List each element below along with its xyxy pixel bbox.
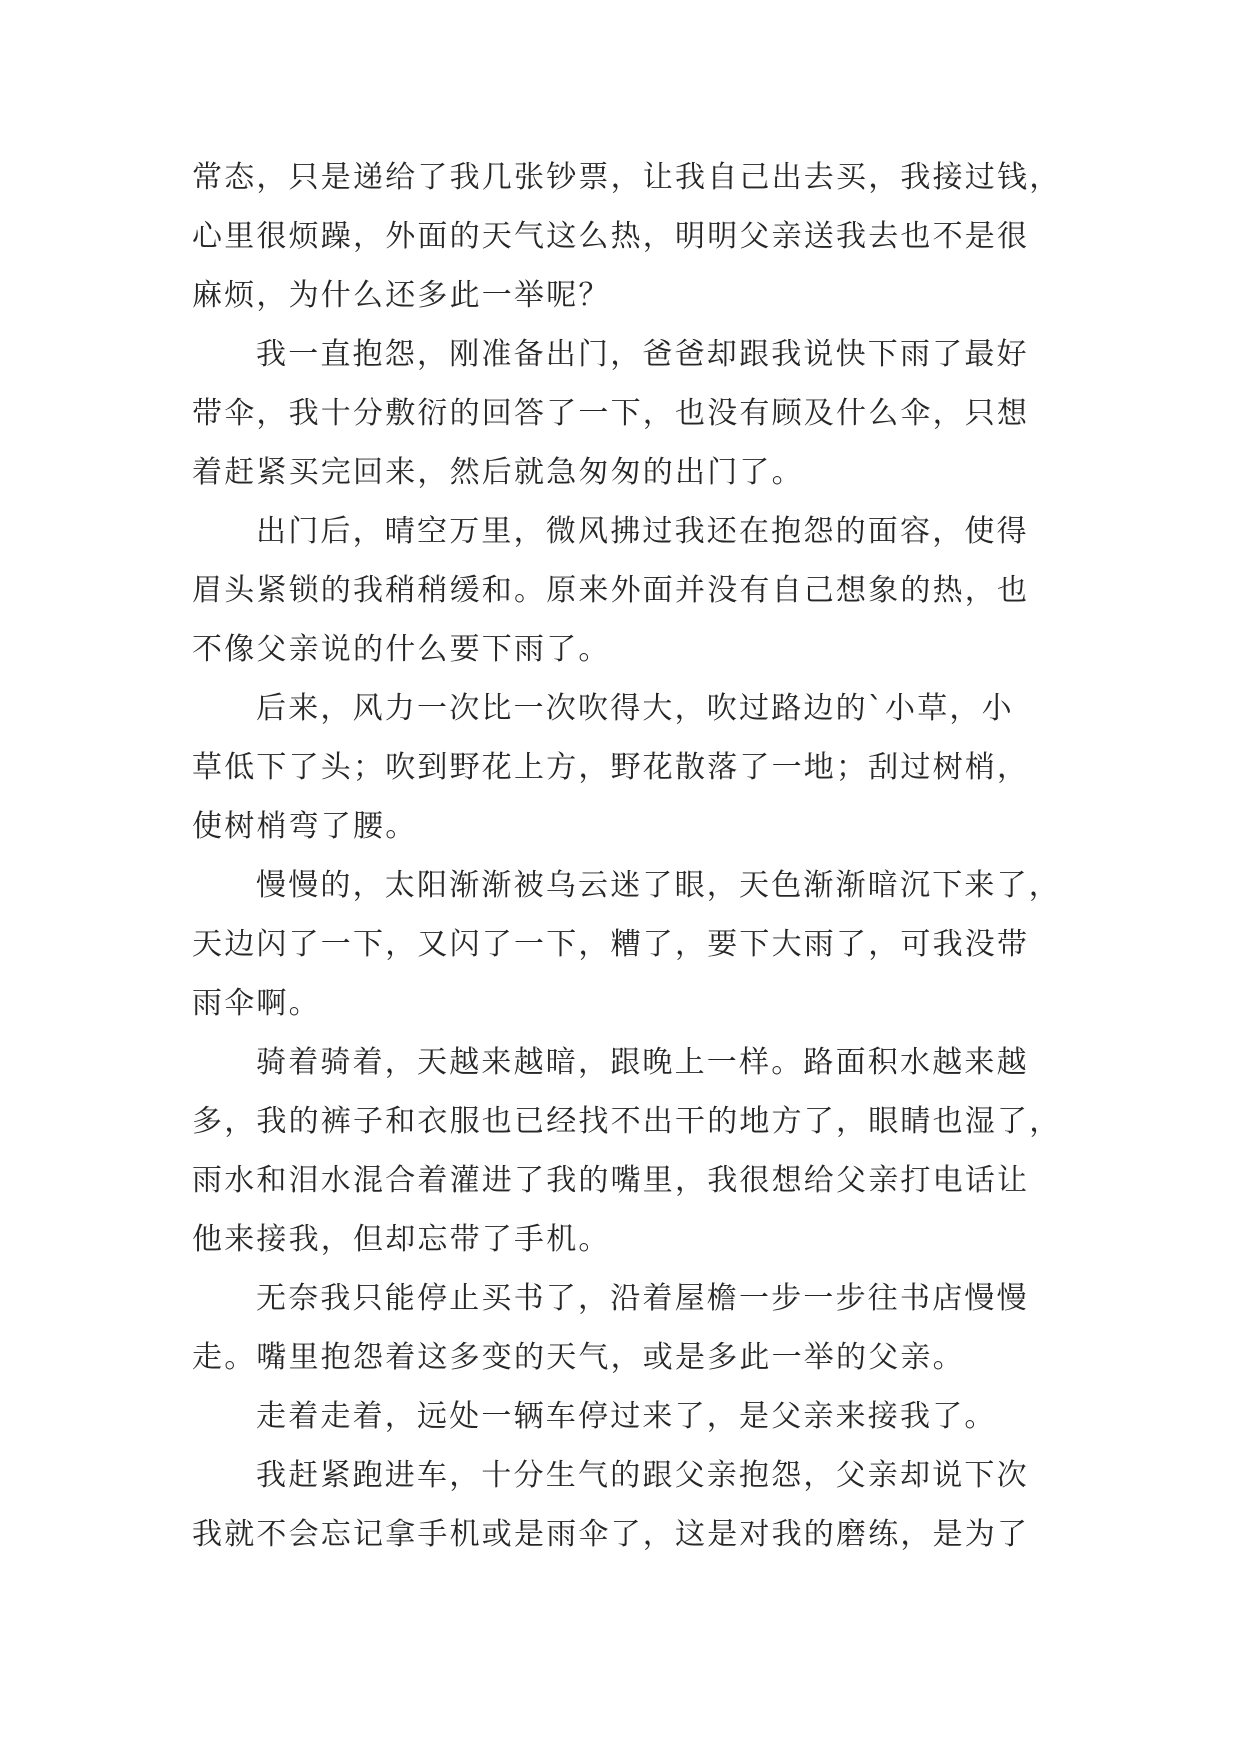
paragraph-first-line: 出门后，晴空万里，微风拂过我还在抱怨的面容，使得 bbox=[256, 514, 1029, 549]
paragraph-first-line: 慢慢的，太阳渐渐被乌云迷了眼，天色渐渐暗沉下来了， bbox=[256, 868, 1061, 903]
text-line: 不像父亲说的什么要下雨了。 bbox=[192, 632, 611, 667]
paragraph-first-line: 后来，风力一次比一次吹得大，吹过路边的`小草，小 bbox=[256, 691, 1014, 726]
text-line: 心里很烦躁，外面的天气这么热，明明父亲送我去也不是很 bbox=[192, 219, 1030, 254]
text-line: 带伞，我十分敷衍的回答了一下，也没有顾及什么伞，只想 bbox=[192, 396, 1030, 431]
text-line: 常态，只是递给了我几张钞票，让我自己出去买，我接过钱， bbox=[192, 160, 1062, 195]
text-line: 草低下了头；吹到野花上方，野花散落了一地；刮过树梢， bbox=[192, 750, 1030, 785]
text-line: 他来接我，但却忘带了手机。 bbox=[192, 1222, 611, 1257]
text-line: 着赶紧买完回来，然后就急匆匆的出门了。 bbox=[192, 455, 804, 490]
paragraph-first-line: 无奈我只能停止买书了，沿着屋檐一步一步往书店慢慢 bbox=[256, 1281, 1029, 1316]
text-line: 麻烦，为什么还多此一举呢？ bbox=[192, 278, 611, 313]
text-line: 我就不会忘记拿手机或是雨伞了，这是对我的磨练，是为了 bbox=[192, 1517, 1030, 1552]
paragraph-first-line: 我赶紧跑进车，十分生气的跟父亲抱怨，父亲却说下次 bbox=[256, 1458, 1029, 1493]
text-line: 眉头紧锁的我稍稍缓和。原来外面并没有自己想象的热，也 bbox=[192, 573, 1030, 608]
paragraph-first-line: 我一直抱怨，刚准备出门，爸爸却跟我说快下雨了最好 bbox=[256, 337, 1029, 372]
text-line: 使树梢弯了腰。 bbox=[192, 809, 418, 844]
text-line: 天边闪了一下，又闪了一下，糟了，要下大雨了，可我没带 bbox=[192, 927, 1030, 962]
text-line: 走。嘴里抱怨着这多变的天气，或是多此一举的父亲。 bbox=[192, 1340, 965, 1375]
document-body bbox=[192, 160, 1072, 1576]
text-line: 雨伞啊。 bbox=[192, 986, 321, 1021]
text-line: 雨水和泪水混合着灌进了我的嘴里，我很想给父亲打电话让 bbox=[192, 1163, 1030, 1198]
text-line: 多，我的裤子和衣服也已经找不出干的地方了，眼睛也湿了， bbox=[192, 1104, 1062, 1139]
paragraph-first-line: 走着走着，远处一辆车停过来了，是父亲来接我了。 bbox=[256, 1399, 997, 1434]
paragraph-first-line: 骑着骑着，天越来越暗，跟晚上一样。路面积水越来越 bbox=[256, 1045, 1029, 1080]
